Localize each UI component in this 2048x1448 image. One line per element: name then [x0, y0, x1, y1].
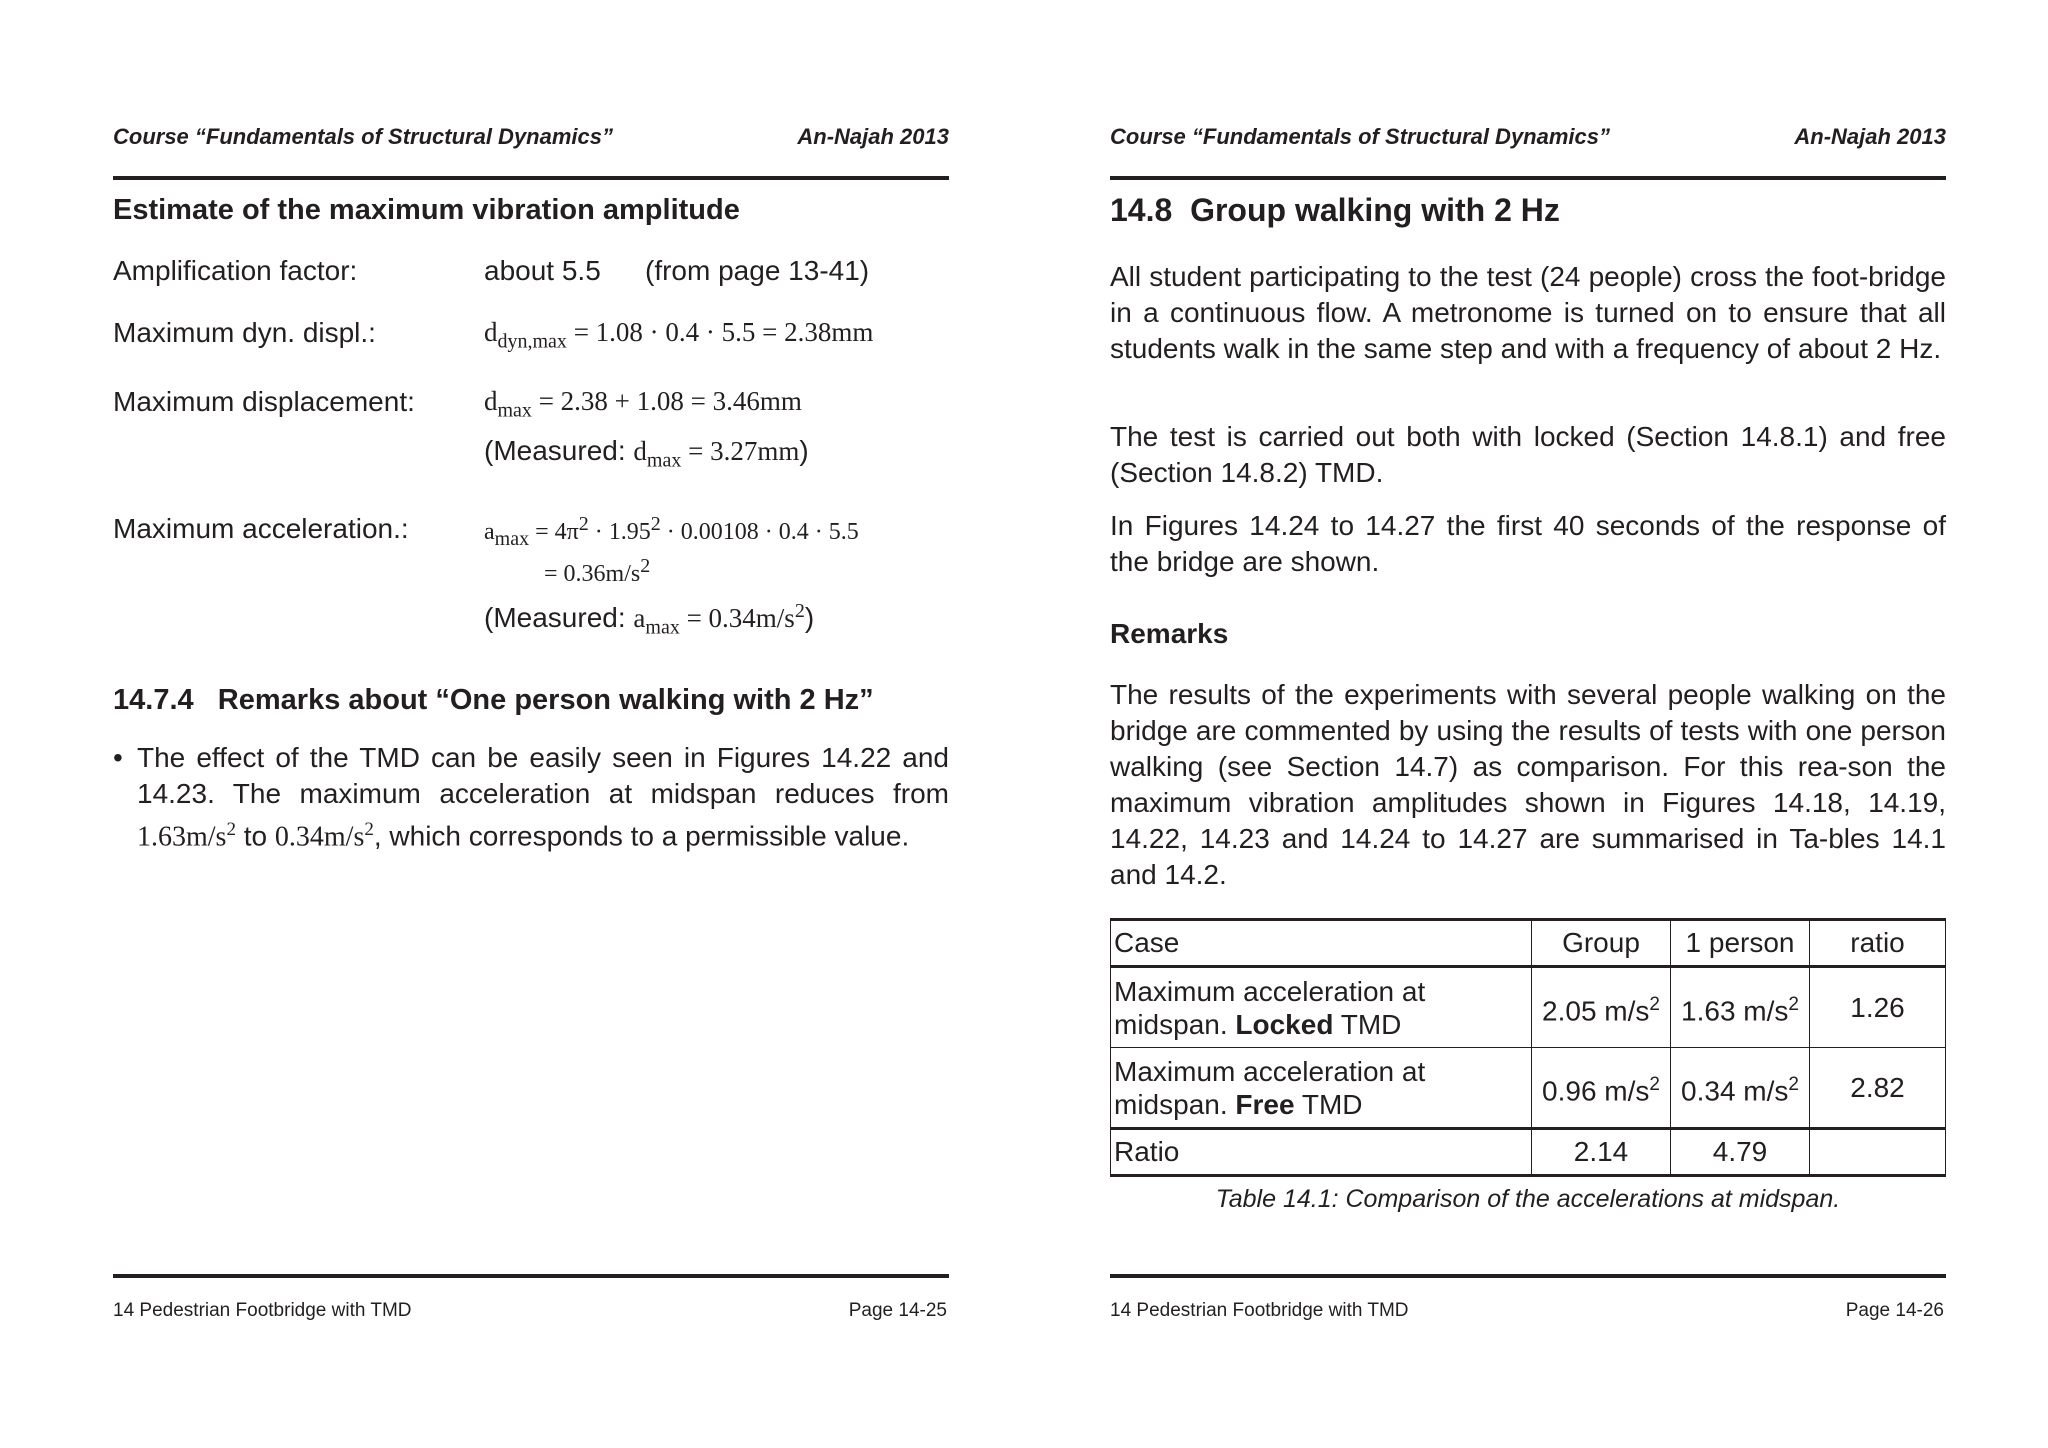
- expression: = 3.27mm: [681, 436, 800, 466]
- case-text: Maximum acceleration at: [1114, 1055, 1426, 1087]
- acceleration-result: [544, 555, 650, 588]
- measured-prefix: (Measured:: [484, 602, 634, 633]
- amplification-value: about 5.5: [484, 255, 601, 286]
- paragraph-4: The results of the experiments with several people walking on the bridge are commented by using the results of tests with one person walking (see Section 14.7) as comparison. For this rea-son the maximum vibration amplitudes shown in Figures 14.18, 14.19, 14.22, 14.23 and 14.24 to 14.27 are summarised in Ta-bles 14.1 and 14.2.: [1110, 679, 1946, 890]
- expression: = 0.34m/s: [679, 603, 795, 633]
- measured-displacement: [484, 435, 809, 472]
- footer-rule: [113, 1274, 949, 1278]
- header-rule: [1110, 176, 1946, 180]
- case-bold: Locked: [1235, 1008, 1334, 1040]
- table-row: [1111, 1129, 1946, 1176]
- bullet-text: The effect of the TMD can be easily seen in Figures 14.22 and 14.23. The maximum acceleration at midspan reduces from: [137, 742, 949, 809]
- table-row: [1111, 1048, 1946, 1129]
- dyn-displacement-label: Maximum dyn. displ.:: [113, 317, 376, 348]
- institution-year: An-Najah 2013: [797, 124, 949, 149]
- value: 1.63 m/s: [1681, 995, 1789, 1027]
- max-displacement-label: Maximum displacement:: [113, 386, 415, 417]
- amplification-label: Amplification factor:: [113, 255, 358, 286]
- section-heading-14-7-4: 14.7.4 Remarks about “One person walking with 2 Hz”: [113, 684, 874, 716]
- superscript: 2: [1788, 1073, 1799, 1095]
- bullet-paragraph: [113, 740, 949, 855]
- superscript: 2: [364, 819, 374, 840]
- bullet-value: 1.63m/s: [137, 821, 227, 853]
- table-caption: Table 14.1: Comparison of the accelerations at midspan.: [1215, 1185, 1841, 1213]
- section-heading-14-8: 14.8 Group walking with 2 Hz: [1110, 192, 1560, 228]
- symbol-d: d: [484, 386, 498, 416]
- case-text: midspan.: [1114, 1088, 1236, 1120]
- dyn-displacement-equation: [484, 317, 873, 353]
- value: 2.05 m/s: [1542, 995, 1650, 1027]
- header-group: Group: [1532, 920, 1671, 967]
- max-displacement-equation: [484, 386, 802, 422]
- cell-person: 4.79: [1671, 1129, 1810, 1176]
- row-case-locked: [1111, 967, 1532, 1048]
- measured-close: ): [799, 435, 809, 466]
- comparison-table: [1110, 918, 1946, 1177]
- superscript: 2: [640, 555, 651, 577]
- table-header-row: [1111, 920, 1946, 967]
- symbol-a: a: [633, 603, 646, 633]
- superscript: 2: [794, 600, 805, 622]
- case-text: TMD: [1333, 1008, 1402, 1040]
- superscript: 2: [1649, 1073, 1660, 1095]
- bullet-text: , which corresponds to a permissible value.: [373, 820, 910, 852]
- measured-prefix: (Measured:: [484, 435, 634, 466]
- header-rule: [113, 176, 949, 180]
- expression: = 1.08 · 0.4 · 5.5 = 2.38mm: [566, 317, 874, 347]
- max-acceleration-label: Maximum acceleration.:: [113, 513, 409, 544]
- cell-person: [1671, 967, 1810, 1048]
- expression: = 2.38 + 1.08 = 3.46mm: [531, 386, 802, 416]
- superscript: 2: [1649, 993, 1660, 1015]
- symbol-d: d: [484, 317, 498, 347]
- chapter-title: 14 Pedestrian Footbridge with TMD: [1110, 1300, 1409, 1321]
- course-title: Course “Fundamentals of Structural Dynamics”: [113, 124, 613, 149]
- chapter-title: 14 Pedestrian Footbridge with TMD: [113, 1300, 412, 1321]
- footer-rule: [1110, 1274, 1946, 1278]
- superscript: 2: [226, 819, 236, 840]
- value: 0.96 m/s: [1542, 1075, 1650, 1107]
- superscript: 2: [1788, 993, 1799, 1015]
- bullet-text: to: [235, 820, 275, 852]
- row-case-ratio: Ratio: [1111, 1129, 1532, 1176]
- max-acceleration-equation: [484, 513, 859, 551]
- row-case-free: [1111, 1048, 1532, 1129]
- table-row: [1111, 967, 1946, 1048]
- cell-ratio: 2.82: [1810, 1048, 1946, 1129]
- bullet-icon: •: [113, 742, 123, 773]
- page-number: Page 14-26: [1845, 1300, 1944, 1321]
- header-case: Case: [1111, 920, 1532, 967]
- measured-math: [633, 436, 800, 472]
- case-text: midspan.: [1114, 1008, 1236, 1040]
- symbol-a: a: [484, 519, 495, 545]
- page-number: Page 14-25: [848, 1300, 947, 1321]
- cell-group: 2.14: [1532, 1129, 1671, 1176]
- left-page: [113, 0, 949, 1448]
- cell-ratio: 1.26: [1810, 967, 1946, 1048]
- cell-person: [1671, 1048, 1810, 1129]
- estimate-heading: Estimate of the maximum vibration amplitude: [113, 194, 740, 226]
- measured-close: ): [804, 602, 815, 633]
- superscript: 2: [650, 513, 661, 535]
- value: 0.34 m/s: [1681, 1075, 1789, 1107]
- expression: = 4π: [529, 519, 579, 545]
- expression: · 0.00108 · 0.4 · 5.5: [660, 519, 859, 545]
- remarks-heading: Remarks: [1110, 618, 1229, 649]
- subscript: max: [646, 449, 682, 472]
- header-person: 1 person: [1671, 920, 1810, 967]
- paragraph-3: In Figures 14.24 to 14.27 the first 40 seconds of the response of the bridge are shown.: [1110, 510, 1946, 577]
- expression: = 0.36m/s: [544, 561, 641, 587]
- measured-acceleration: [484, 600, 814, 639]
- case-bold: Free: [1235, 1088, 1295, 1120]
- subscript: max: [645, 616, 680, 639]
- paragraph-1: All student participating to the test (24 people) cross the foot-bridge in a continuous flow. A metronome is turned on to ensure that all students walk in the same step and with a frequency of about 2 Hz.: [1110, 261, 1946, 364]
- expression: · 1.95: [588, 519, 651, 545]
- subscript: max: [494, 527, 530, 550]
- case-text: TMD: [1294, 1088, 1363, 1120]
- institution-year: An-Najah 2013: [1794, 124, 1946, 149]
- subscript: max: [497, 399, 532, 422]
- measured-math: [633, 600, 805, 639]
- symbol-d: d: [633, 436, 647, 466]
- superscript: 2: [578, 513, 589, 535]
- case-text: Maximum acceleration at: [1114, 975, 1426, 1007]
- bullet-value: 0.34m/s: [274, 821, 365, 853]
- header-ratio: ratio: [1810, 920, 1946, 967]
- cell-ratio: [1810, 1129, 1946, 1176]
- course-title: Course “Fundamentals of Structural Dynamics”: [1110, 124, 1610, 149]
- cell-group: [1532, 1048, 1671, 1129]
- subscript: dyn,max: [497, 330, 567, 353]
- paragraph-2: The test is carried out both with locked (Section 14.8.1) and free (Section 14.8.2) TMD.: [1110, 421, 1946, 488]
- cell-group: [1532, 967, 1671, 1048]
- amplification-reference: (from page 13-41): [645, 255, 870, 286]
- right-page: [1110, 0, 1946, 1448]
